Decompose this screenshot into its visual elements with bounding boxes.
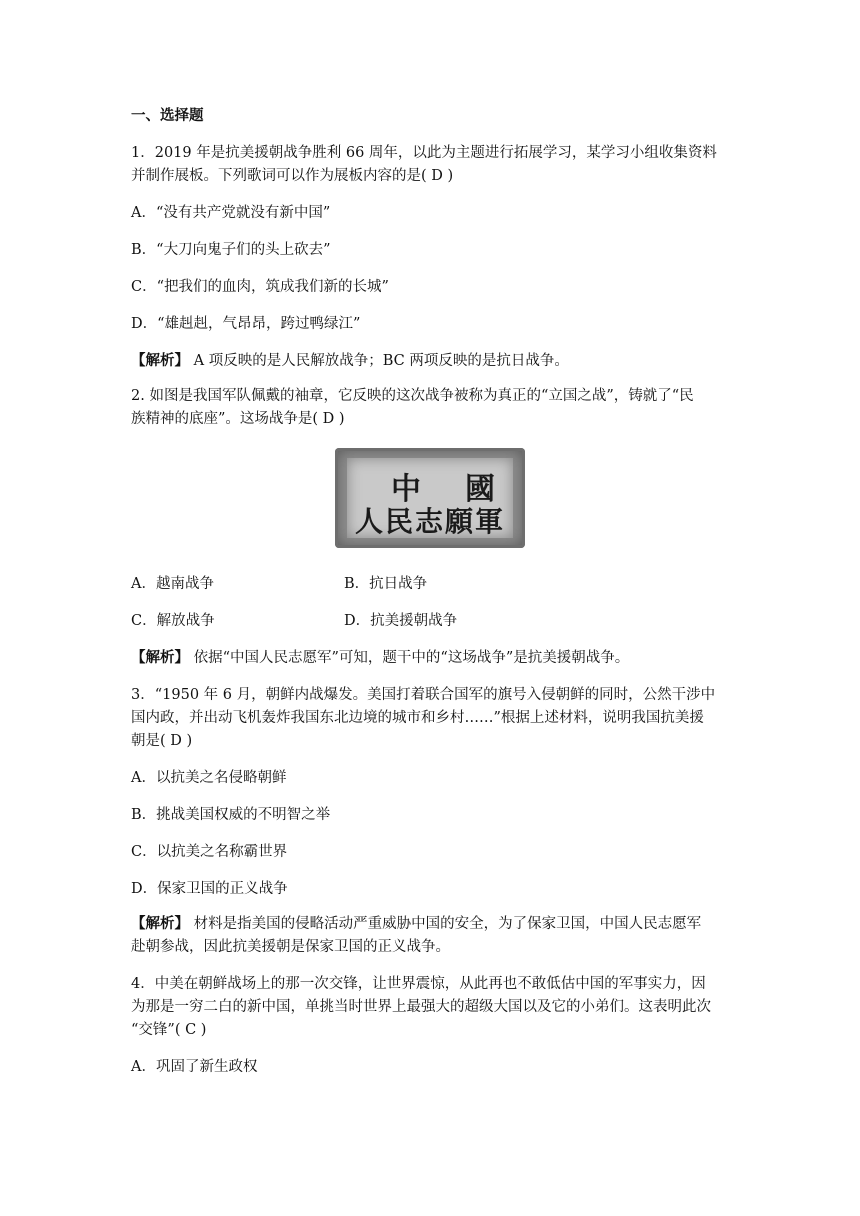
question-3-option-b: B．挑战美国权威的不明智之举 xyxy=(131,807,331,823)
analysis-text: 依据“中国人民志愿军”可知，题干中的“这场战争”是抗美援朝战争。 xyxy=(189,650,630,666)
question-1-option-c: C．“把我们的血肉，筑成我们新的长城” xyxy=(131,279,389,295)
question-4-option-a: A．巩固了新生政权 xyxy=(131,1059,258,1075)
question-3-analysis-line-2: 赴朝参战，因此抗美援朝是保家卫国的正义战争。 xyxy=(131,939,450,955)
question-1-option-b: B．“大刀向鬼子们的头上砍去” xyxy=(131,242,331,258)
analysis-label: 【解析】 xyxy=(131,649,189,666)
question-4-stem-line-3: “交锋”( C ) xyxy=(131,1022,207,1038)
question-1-stem-line-2: 并制作展板。下列歌词可以作为展板内容的是( D ) xyxy=(131,168,454,184)
question-3-analysis-line-1 xyxy=(131,914,701,934)
section-title: 一、选择题 xyxy=(131,107,204,124)
analysis-text: A 项反映的是人民解放战争；BC 两项反映的是抗日战争。 xyxy=(189,353,569,369)
question-4-stem-line-1: 4．中美在朝鲜战场上的那一次交锋，让世界震惊，从此再也不敢低估中国的军事实力，因 xyxy=(131,976,706,992)
question-3-stem-line-3: 朝是( D ) xyxy=(131,733,193,749)
question-3-option-c: C．以抗美之名称霸世界 xyxy=(131,844,288,860)
question-3-stem-line-2: 国内政，并出动飞机轰炸我国东北边境的城市和乡村……”根据上述材料，说明我国抗美援 xyxy=(131,710,704,726)
volunteer-army-armband-image xyxy=(335,448,539,548)
question-2-stem-line-1: 2. 如图是我国军队佩戴的袖章，它反映的这次战争被称为真正的“立国之战”，铸就了“民 xyxy=(131,388,694,404)
question-4-stem-line-2: 为那是一穷二白的新中国，单挑当时世界上最强大的超级大国以及它的小弟们。这表明此次 xyxy=(131,999,711,1015)
question-3-option-d: D．保家卫国的正义战争 xyxy=(131,881,288,897)
analysis-label: 【解析】 xyxy=(131,352,189,369)
question-2-option-c: C．解放战争 xyxy=(131,613,215,629)
question-2-stem-line-2: 族精神的底座”。这场战争是( D ) xyxy=(131,411,345,427)
question-1-option-d: D．“雄赳赳，气昂昂，跨过鸭绿江” xyxy=(131,316,361,332)
question-1-analysis xyxy=(131,351,569,371)
analysis-text: 材料是指美国的侵略活动严重威胁中国的安全，为了保家卫国，中国人民志愿军 xyxy=(189,916,702,932)
question-3-stem-line-1: 3．“1950 年 6 月，朝鲜内战爆发。美国打着联合国军的旗号入侵朝鲜的同时，公然干涉中 xyxy=(131,687,716,703)
question-1-stem-line-1: 1．2019 年是抗美援朝战争胜利 66 周年，以此为主题进行拓展学习，某学习小组收集资料 xyxy=(131,145,717,161)
question-2-analysis xyxy=(131,648,629,668)
question-3-option-a: A．以抗美之名侵略朝鲜 xyxy=(131,770,287,786)
question-2-option-d: D．抗美援朝战争 xyxy=(344,613,458,629)
analysis-label: 【解析】 xyxy=(131,915,189,932)
armband-top-text: 中國 xyxy=(391,472,539,507)
question-2-option-b: B．抗日战争 xyxy=(344,576,428,592)
question-2-option-a: A．越南战争 xyxy=(131,576,214,592)
question-1-option-a: A．“没有共产党就没有新中国” xyxy=(131,205,331,221)
armband-bottom-text: 人民志願軍 xyxy=(354,505,505,538)
